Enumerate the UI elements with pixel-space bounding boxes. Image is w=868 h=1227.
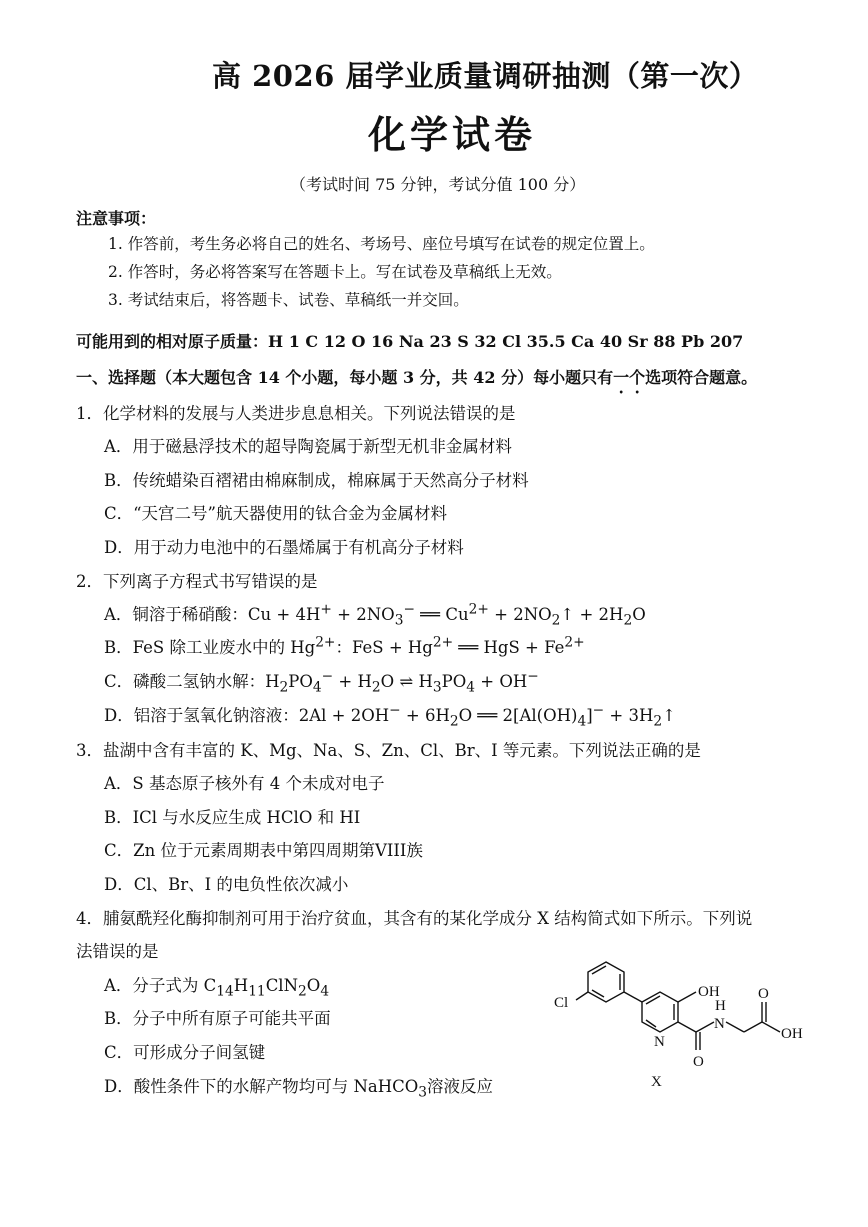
- note-item-3: 3. 考试结束后，将答题卡、试卷、草稿纸一并交回。: [108, 291, 469, 309]
- equals-sign-icon: ══: [453, 638, 484, 657]
- hydroxyl-label: OH: [698, 984, 720, 1000]
- question-2-stem: 2．下列离子方程式书写错误的是: [76, 572, 318, 591]
- question-2-option-d: D．铝溶于氢氧化钠溶液：$2Al + 2OH^- + 6H_2O$ ══ $2[Al(OH)_4]^-$ + $3H_2↑$: [104, 702, 676, 730]
- amide-h-label: H: [715, 998, 726, 1014]
- note-item-2: 2. 作答时，务必将答案写在答题卡上。写在试卷及草稿纸上无效。: [108, 263, 562, 281]
- question-4-option-a: A．分子式为 $C_{14}H_{11}ClN_2O_4$: [104, 976, 330, 1000]
- exam-info: （考试时间 75 分钟，考试分值 100 分）: [290, 175, 586, 194]
- carbonyl-o-label: O: [758, 986, 769, 1002]
- question-2-option-b: B．FeS 除工业废水中的 $Hg^{2+}$：FeS + $Hg^{2+}$ ══ HgS + $Fe^{2+}$: [104, 634, 585, 657]
- question-1-option-a: A．用于磁悬浮技术的超导陶瓷属于新型无机非金属材料: [104, 437, 512, 456]
- note-item-1: 1. 作答前，考生务必将自己的姓名、考场号、座位号填写在试卷的规定位置上。: [108, 235, 655, 253]
- notes-heading: 注意事项：: [76, 209, 157, 228]
- subject-title: 化学试卷: [368, 112, 537, 157]
- question-4-option-b: B．分子中所有原子可能共平面: [104, 1009, 331, 1028]
- question-1-option-d: D．用于动力电池中的石墨烯属于有机高分子材料: [104, 538, 464, 557]
- equilibrium-arrow-icon: ⇌: [394, 672, 419, 691]
- question-3-option-d: D．Cl、Br、I 的电负性依次减小: [104, 875, 349, 894]
- question-3-stem: 3．盐湖中含有丰富的 K、Mg、Na、S、Zn、Cl、Br、I 等元素。下列说法正确的是: [76, 741, 701, 760]
- molecule-bonds: [576, 962, 780, 1050]
- question-3-option-b: B．ICl 与水反应生成 HClO 和 HI: [104, 808, 361, 827]
- equals-sign-icon: ══: [414, 605, 446, 624]
- chlorine-label: Cl: [554, 995, 569, 1011]
- question-4-stem-line-2: 法错误的是: [76, 942, 159, 961]
- section-heading: 一、选择题（本大题包含 14 个小题，每小题 3 分，共 42 分）每小题只有一个选项符合题意。: [76, 368, 758, 387]
- molecule-x-structure: [548, 950, 818, 1100]
- carboxyl-oh-label: OH: [781, 1026, 803, 1042]
- exam-title: 高 2026 届学业质量调研抽测（第一次）: [212, 59, 759, 93]
- question-1-option-c: C．“天宫二号”航天器使用的钛合金为金属材料: [104, 504, 447, 523]
- question-4-option-c: C．可形成分子间氢键: [104, 1043, 266, 1062]
- question-2-option-a: A．铜溶于稀硝酸：$Cu + 4H^+ + 2NO_3^-$ ══ $Cu^{2+}$ + $2NO_2↑ + 2H_2O$: [104, 601, 646, 629]
- equals-sign-icon: ══: [472, 706, 503, 725]
- question-3-option-a: A．S 基态原子核外有 4 个未成对电子: [104, 774, 385, 793]
- atomic-masses: 可能用到的相对原子质量：H 1 C 12 O 16 Na 23 S 32 Cl 35.5 Ca 40 Sr 88 Pb 207: [76, 332, 744, 351]
- amide-n-label: N: [714, 1016, 725, 1032]
- molecule-label: X: [651, 1074, 662, 1090]
- amide-o-label: O: [693, 1054, 704, 1070]
- question-2-option-c: C．磷酸二氢钠水解：$H_2PO_4^- + H_2O$ ⇌ $H_3PO_4 + OH^-$: [104, 668, 539, 696]
- question-3-option-c: C．Zn 位于元素周期表中第四周期第VIII族: [104, 841, 423, 860]
- question-4-stem-line-1: 4．脯氨酰羟化酶抑制剂可用于治疗贫血，其含有的某化学成分 X 结构简式如下所示。下列说: [76, 909, 753, 928]
- pyridine-n-label: N: [654, 1034, 665, 1050]
- question-4-option-d: D．酸性条件下的水解产物均可与 NaHCO$_3$溶液反应: [104, 1077, 494, 1101]
- question-1-option-b: B．传统蜡染百褶裙由棉麻制成，棉麻属于天然高分子材料: [104, 471, 529, 490]
- question-1-stem: 1．化学材料的发展与人类进步息息相关。下列说法错误的是: [76, 404, 516, 423]
